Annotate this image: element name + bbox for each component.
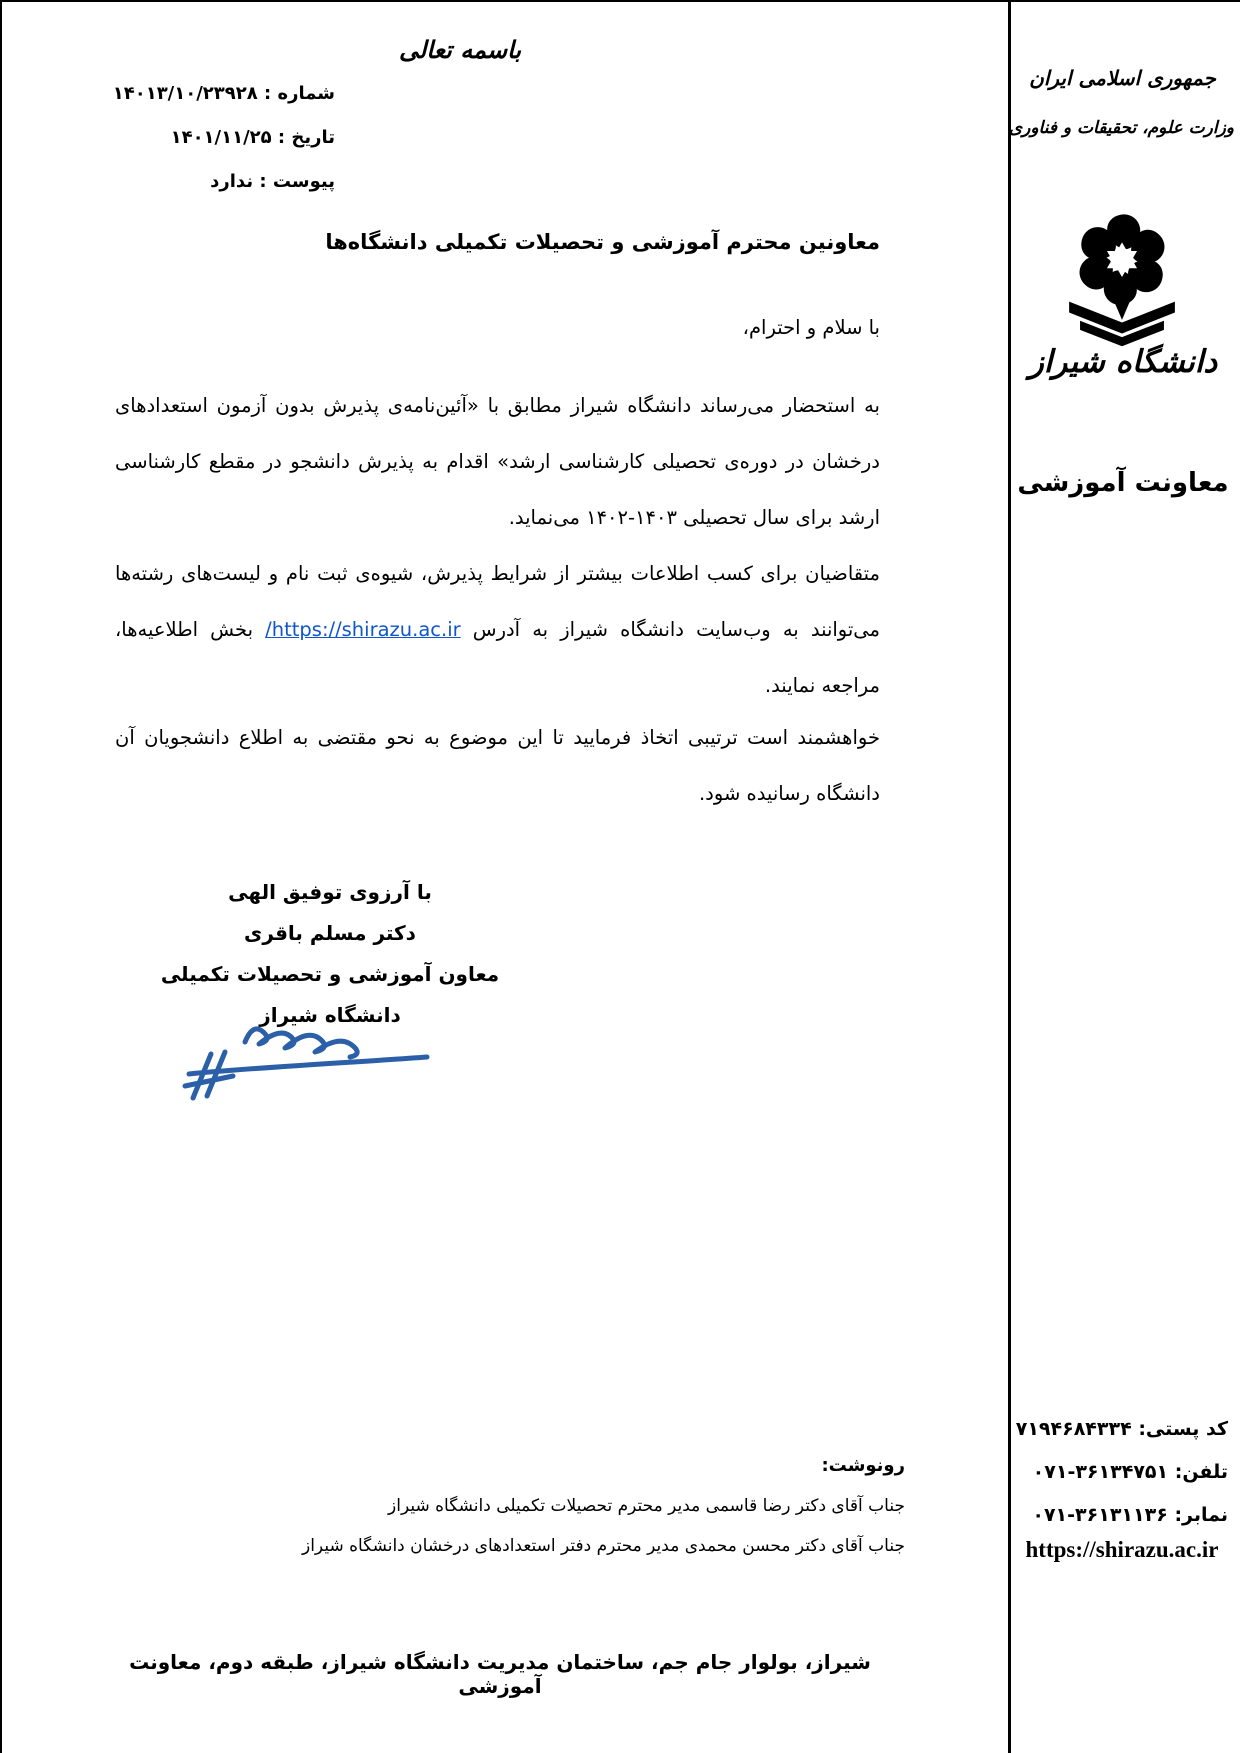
letter-date-value: ۱۴۰۱/۱۱/۲۵ (170, 127, 272, 148)
letter-attachment-line (95, 160, 335, 204)
handwritten-signature-icon (175, 1008, 445, 1103)
paragraph-2-tail: بخش اطلاعیه‌ها، مراجعه نمایند. (115, 618, 880, 697)
signatory-title: معاون آموزشی و تحصیلات تکمیلی (160, 962, 500, 986)
sidebar-divider-rule (1008, 0, 1011, 1753)
fax-line (1014, 1494, 1228, 1537)
postal-code-label: کد پستی: (1138, 1418, 1228, 1440)
letter-date-line (95, 116, 335, 160)
salutation-text: با سلام و احترام، (742, 316, 880, 339)
letter-number-label: شماره : (264, 83, 335, 104)
postal-code-line (1014, 1408, 1228, 1451)
letter-number-value: ۱۴۰۱۳/۱۰/۲۳۹۲۸ (112, 83, 258, 104)
ministry-title: وزارت علوم، تحقیقات و فناوری (1008, 118, 1234, 138)
contact-info-block (1014, 1408, 1228, 1537)
letter-date-label: تاریخ : (277, 127, 335, 148)
signature-wish: با آرزوی توفیق الهی (228, 880, 432, 904)
phone-value: ۰۷۱-۳۶۱۳۴۷۵۱ (1032, 1461, 1169, 1483)
bismillah-calligraphy: باسمه تعالی (398, 36, 522, 64)
fax-value: ۰۷۱-۳۶۱۳۱۱۳۶ (1032, 1504, 1168, 1526)
cc-item-2: جناب آقای دکتر محسن محمدی مدیر محترم دفتر استعدادهای درخشان دانشگاه شیراز (302, 1536, 905, 1556)
signatory-org: دانشگاه شیراز (259, 1003, 401, 1027)
country-title: جمهوری اسلامی ایران (1029, 66, 1216, 90)
paragraph-2-lead: متقاضیان برای کسب اطلاعات بیشتر از شرایط پذیرش، شیوه‌ی ثبت نام و لیست‌های رشته‌ها می‌توانند به وب‌سایت دانشگاه شیراز به آدرس (115, 562, 880, 641)
paragraph-1: به استحضار می‌رساند دانشگاه شیراز مطابق با «آئین‌نامه‌ی پذیرش بدون آزمون استعدادهای درخشان در دوره‌ی تحصیلی کارشناسی ارشد» اقدام به پذیرش دانشجو در مقطع کارشناسی ارشد برای سال تحصیلی ۱۴۰۳-۱۴۰۲ می‌نماید. (115, 394, 880, 529)
website-url: https://shirazu.ac.ir (1025, 1537, 1219, 1562)
phone-line (1014, 1451, 1228, 1494)
fax-label: نمابر: (1174, 1504, 1228, 1526)
phone-label: تلفن: (1174, 1461, 1228, 1483)
cc-block (300, 1446, 905, 1566)
paragraph-3: خواهشمند است ترتیبی اتخاذ فرمایید تا این موضوع به نحو مقتضی به اطلاع دانشجویان آن دانشگاه رسانیده شود. (115, 726, 880, 805)
department-title: معاونت آموزشی (1017, 468, 1229, 498)
left-border-rule (0, 0, 2, 1753)
top-border-rule (0, 0, 1240, 2)
signatory-name: دکتر مسلم باقری (244, 921, 416, 945)
paragraph-2 (115, 546, 880, 714)
letter-number-line (95, 72, 335, 116)
letter-attachment-label: پیوست : (259, 171, 335, 192)
letter-meta-block (95, 72, 335, 204)
shirazu-website-link[interactable]: https://shirazu.ac.ir/ (265, 618, 461, 641)
postal-code-value: ۷۱۹۴۶۸۴۳۳۴ (1015, 1418, 1132, 1440)
university-name-calligraphy: دانشگاه شیراز (1028, 344, 1218, 380)
cc-label: رونوشت: (821, 1455, 905, 1476)
letter-attachment-value: ندارد (210, 171, 254, 192)
cc-item-1: جناب آقای دکتر رضا قاسمی مدیر محترم تحصیلات تکمیلی دانشگاه شیراز (388, 1496, 905, 1516)
address-footer: شیراز، بولوار جام جم، ساختمان مدیریت دانشگاه شیراز، طبقه دوم، معاونت آموزشی (129, 1650, 871, 1698)
shiraz-university-logo-icon (1042, 194, 1202, 349)
recipient-heading: معاونین محترم آموزشی و تحصیلات تکمیلی دانشگاه‌ها (325, 230, 880, 254)
